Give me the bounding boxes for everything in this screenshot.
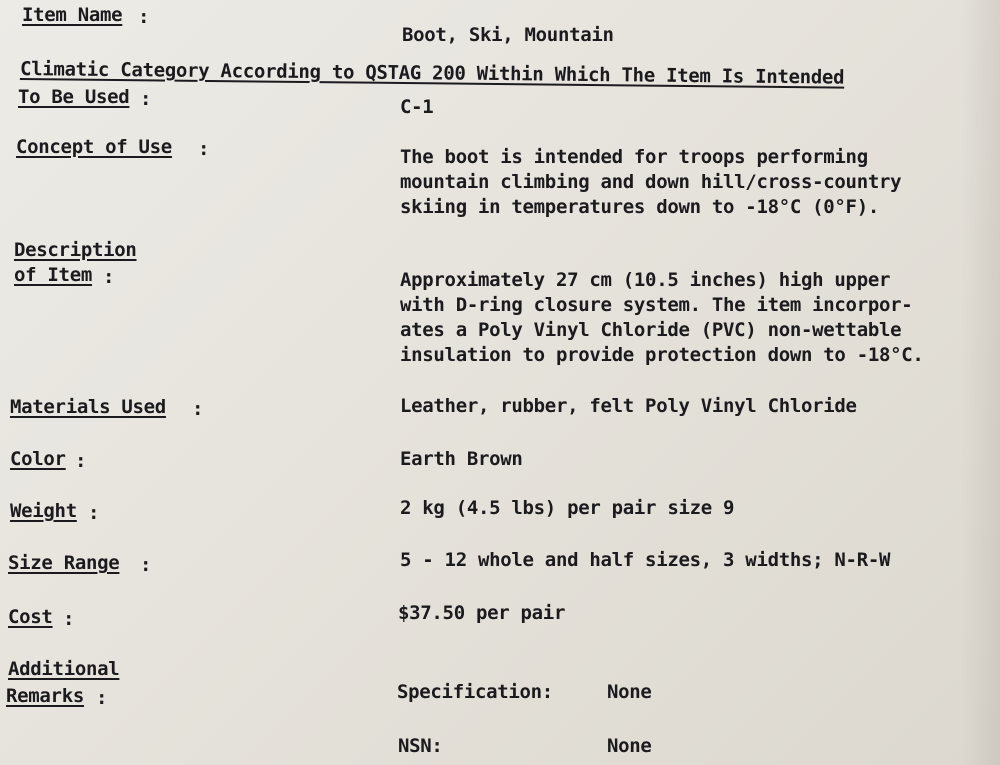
- size-range-colon: :: [140, 554, 152, 576]
- description-label: Description: [14, 239, 137, 261]
- page-edge-shadow: [960, 0, 1000, 765]
- item-name-label: Item Name: [22, 4, 123, 26]
- size-range-value: 5 - 12 whole and half sizes, 3 widths; N-R-W: [400, 549, 891, 571]
- cost-colon: :: [63, 608, 75, 630]
- concept-of-use-label: Concept of Use: [16, 136, 172, 158]
- specification-value: None: [607, 681, 652, 703]
- item-name-value: Boot, Ski, Mountain: [402, 24, 614, 46]
- description-line: with D-ring closure system. The item incorpor-: [400, 294, 913, 316]
- weight-value: 2 kg (4.5 lbs) per pair size 9: [400, 497, 735, 519]
- specification-label: Specification:: [397, 681, 553, 703]
- color-value: Earth Brown: [400, 448, 523, 470]
- description-line: Approximately 27 cm (10.5 inches) high upper: [400, 269, 891, 291]
- concept-of-use-line: skiing in temperatures down to -18°C (0°F).: [400, 196, 879, 218]
- weight-label: Weight: [10, 500, 77, 522]
- materials-used-label: Materials Used: [10, 396, 166, 418]
- cost-value: $37.50 per pair: [398, 602, 566, 624]
- weight-colon: :: [88, 502, 100, 524]
- item-name-colon: :: [138, 6, 150, 28]
- climatic-category-colon: :: [140, 88, 152, 110]
- description-label-cont: of Item: [14, 264, 92, 286]
- size-range-label: Size Range: [8, 552, 120, 574]
- additional-remarks-label: Additional: [8, 658, 120, 680]
- climatic-category-label: Climatic Category According to QSTAG 200 Within Which The Item Is Intended: [19, 58, 845, 89]
- climatic-category-value: C-1: [400, 96, 434, 118]
- concept-of-use-line: mountain climbing and down hill/cross-country: [400, 171, 902, 193]
- color-label: Color: [10, 448, 66, 470]
- materials-used-value: Leather, rubber, felt Poly Vinyl Chloride: [400, 395, 857, 417]
- additional-remarks-label-cont: Remarks: [6, 685, 84, 707]
- climatic-category-label-cont: To Be Used: [18, 86, 130, 108]
- color-colon: :: [75, 450, 87, 472]
- nsn-value: None: [607, 735, 652, 757]
- materials-used-colon: :: [192, 398, 204, 420]
- concept-of-use-line: The boot is intended for troops performing: [400, 146, 868, 168]
- description-line: insulation to provide protection down to -18°C.: [400, 344, 924, 366]
- description-line: ates a Poly Vinyl Chloride (PVC) non-wettable: [400, 319, 902, 341]
- concept-of-use-colon: :: [198, 138, 210, 160]
- description-colon: :: [103, 266, 115, 288]
- additional-remarks-colon: :: [96, 687, 108, 709]
- cost-label: Cost: [8, 606, 53, 628]
- nsn-label: NSN:: [398, 735, 443, 757]
